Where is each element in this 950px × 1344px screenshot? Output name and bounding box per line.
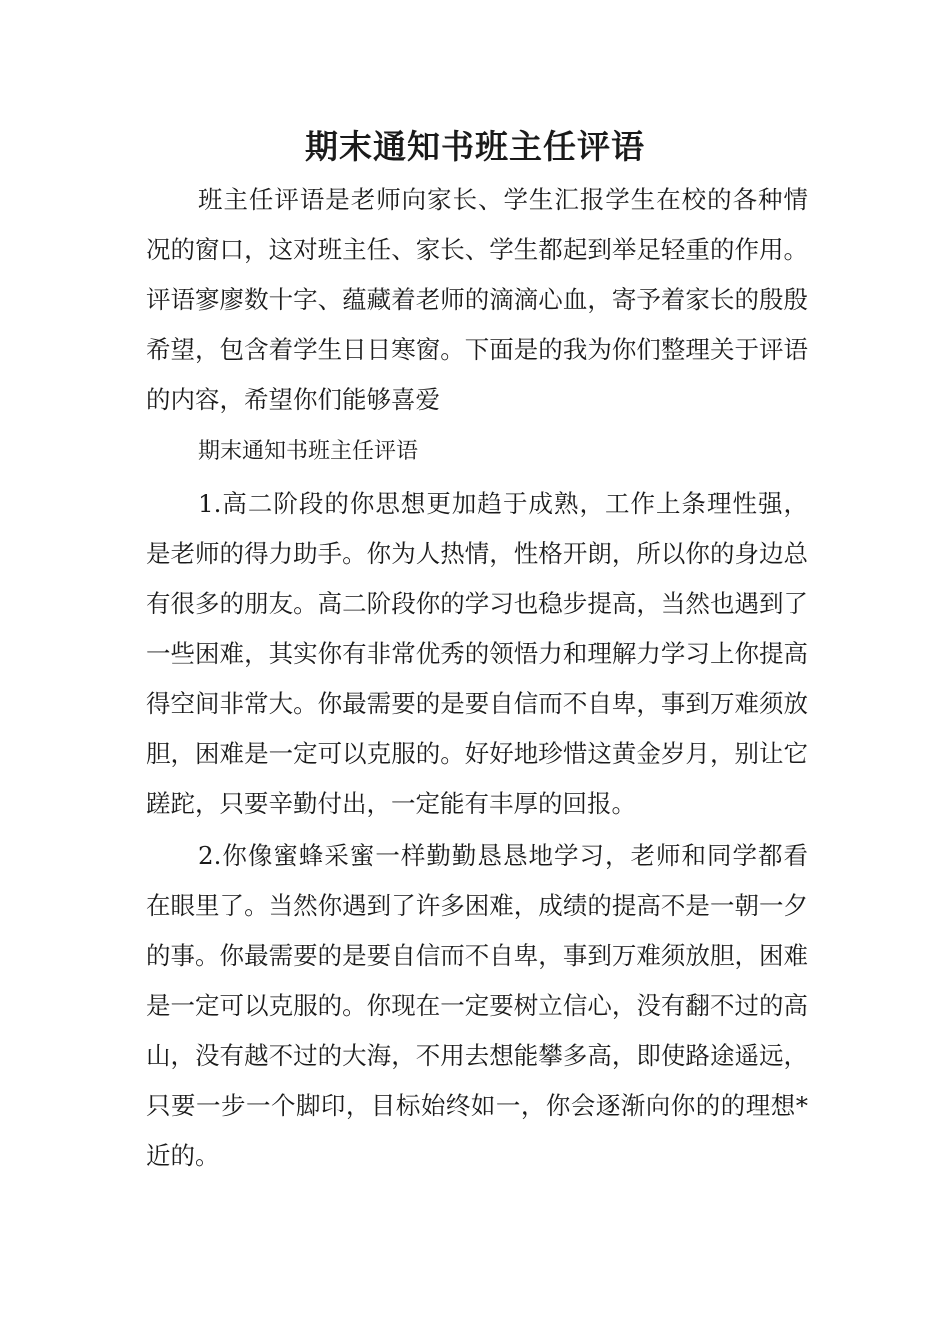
comment-item-2: 2.你像蜜蜂采蜜一样勤勤恳恳地学习，老师和同学都看在眼里了。当然你遇到了许多困难，成绩的提高不是一朝一夕的事。你最需要的是要自信而不自卑，事到万难须放胆，困难是一定可以克服的。你现在一定要树立信心，没有翻不过的高山，没有越不过的大海，不用去想能攀多高，即使路途遥远，只要一步一个脚印，目标始终如一，你会逐渐向你的的理想*近的。 [146,841,808,1170]
comment-item-1: 1.高二阶段的你思想更加趋于成熟，工作上条理性强，是老师的得力助手。你为人热情，性格开朗，所以你的身边总有很多的朋友。高二阶段你的学习也稳步提高，当然也遇到了一些困难，其实你有非常优秀的领悟力和理解力学习上你提高得空间非常大。你最需要的是要自信而不自卑，事到万难须放胆，困难是一定可以克服的。好好地珍惜这黄金岁月，别让它蹉跎，只要辛勤付出，一定能有丰厚的回报。 [146,489,808,818]
section-subheading: 期末通知书班主任评语 [198,439,419,464]
page-title: 期末通知书班主任评语 [305,127,645,166]
document-body [146,175,808,1181]
intro-paragraph: 班主任评语是老师向家长、学生汇报学生在校的各种情况的窗口，这对班主任、家长、学生都起到举足轻重的作用。评语寥廖数十字、蕴藏着老师的滴滴心血，寄予着家长的殷殷希望，包含着学生日日寒窗。下面是的我为你们整理关于评语的内容，希望你们能够喜爱 [146,185,808,414]
